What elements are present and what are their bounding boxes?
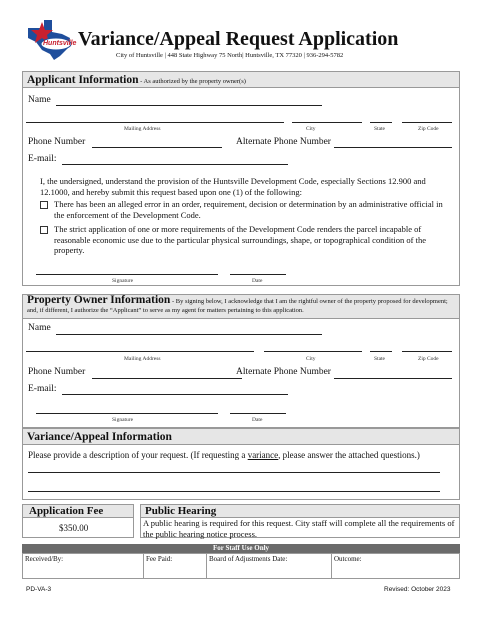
applicant-signature-field[interactable]: [36, 274, 218, 275]
applicant-city-caption: City: [306, 126, 316, 132]
staff-header: [22, 544, 460, 553]
staff-cell-received: [23, 554, 144, 578]
fee-header: [23, 505, 133, 518]
option-2-checkbox[interactable]: [40, 226, 48, 234]
staff-title: For Staff Use Only: [212, 544, 270, 552]
applicant-name-label: Name: [28, 95, 51, 105]
owner-date-field[interactable]: [230, 413, 286, 414]
applicant-zip-field[interactable]: [402, 122, 452, 123]
applicant-section-title: Applicant Information: [27, 74, 139, 86]
variance-description-line-2[interactable]: [28, 491, 440, 492]
hearing-text: A public hearing is required for this request. City staff will complete all the requirements of the public hearing notice process.: [143, 518, 455, 539]
city-logo: [22, 18, 77, 62]
owner-state-caption: State: [374, 356, 385, 362]
owner-section-note: - By signing below, I acknowledge that I am the rightful owner of the property proposed for development; and, if different, I authorize the “Applicant” to serve as my agent for matters pertaining to this application.: [27, 298, 448, 314]
owner-alt-phone-label: Alternate Phone Number: [236, 367, 331, 377]
owner-name-field[interactable]: [56, 334, 322, 335]
applicant-phone-field[interactable]: [92, 147, 222, 148]
staff-cell-board: [207, 554, 332, 578]
variance-prompt-start: Please provide a description of your request. (If requesting a: [28, 450, 248, 460]
page-title: Variance/Appeal Request Application: [78, 28, 399, 50]
option-1-checkbox[interactable]: [40, 201, 48, 209]
owner-phone-field[interactable]: [92, 378, 242, 379]
fee-box: [22, 504, 134, 538]
applicant-zip-caption: Zip Code: [418, 126, 439, 132]
owner-email-label: E-mail:: [28, 384, 57, 394]
applicant-statement: I, the undersigned, understand the provision of the Huntsville Development Code, especially Sections 12.900 and 12.1000, and hereby submit this request based upon one (1) of the following:: [40, 176, 426, 197]
applicant-address-caption: Mailing Address: [124, 126, 161, 132]
revised-date: Revised: October 2023: [384, 586, 451, 593]
staff-outcome-label: Outcome:: [334, 555, 362, 563]
applicant-address-field[interactable]: [26, 122, 284, 123]
owner-city-caption: City: [306, 356, 316, 362]
owner-date-caption: Date: [252, 417, 263, 423]
owner-city-field[interactable]: [264, 351, 362, 352]
applicant-state-caption: State: [374, 126, 385, 132]
variance-section: [22, 428, 460, 500]
hearing-box: [140, 504, 460, 538]
applicant-name-field[interactable]: [56, 105, 322, 106]
owner-signature-field[interactable]: [36, 413, 218, 414]
staff-cell-fee: [144, 554, 207, 578]
staff-fee-label: Fee Paid:: [146, 555, 173, 563]
page-subtitle: City of Huntsville | 448 State Highway 75 North| Huntsville, TX 77320 | 936-294-5782: [116, 52, 344, 59]
applicant-alt-phone-label: Alternate Phone Number: [236, 137, 331, 147]
variance-description-line-1[interactable]: [28, 472, 440, 473]
staff-cell-outcome: [332, 554, 459, 578]
owner-section-title: Property Owner Information: [27, 294, 171, 306]
fee-amount: $350.00: [59, 523, 89, 533]
staff-board-label: Board of Adjustments Date:: [209, 555, 288, 563]
fee-title: Application Fee: [29, 505, 104, 517]
option-2-text: The strict application of one or more requirements of the Development Code renders the parcel incapable of reasonable economic use due to the particular physical surroundings, shape, or topographical condition of the property.: [54, 224, 426, 255]
hearing-title: Public Hearing: [145, 505, 217, 517]
form-id: PD-VA-3: [26, 586, 52, 593]
owner-address-field[interactable]: [26, 351, 254, 352]
owner-section-header: [23, 295, 459, 319]
staff-received-label: Received/By:: [25, 555, 64, 563]
applicant-signature-caption: Signature: [112, 278, 134, 284]
applicant-email-label: E-mail:: [28, 154, 57, 164]
applicant-section-note: - As authorized by the property owner(s): [138, 78, 246, 85]
applicant-date-caption: Date: [252, 278, 263, 284]
applicant-state-field[interactable]: [370, 122, 392, 123]
variance-prompt: [28, 450, 420, 461]
owner-phone-label: Phone Number: [28, 367, 86, 377]
applicant-email-field[interactable]: [62, 164, 288, 165]
owner-state-field[interactable]: [370, 351, 392, 352]
variance-prompt-end: , please answer the attached questions.): [278, 450, 420, 460]
hearing-header: [141, 505, 459, 518]
variance-section-title: Variance/Appeal Information: [27, 431, 172, 443]
applicant-date-field[interactable]: [230, 274, 286, 275]
applicant-alt-phone-field[interactable]: [334, 147, 452, 148]
applicant-section-header: [23, 72, 459, 88]
logo-text: Huntsville: [43, 40, 77, 47]
owner-zip-field[interactable]: [402, 351, 452, 352]
owner-zip-caption: Zip Code: [418, 356, 439, 362]
option-1-text: There has been an alleged error in an order, requirement, decision or determination by an administrative official in the enforcement of the Development Code.: [54, 199, 443, 220]
owner-email-field[interactable]: [62, 394, 288, 395]
applicant-phone-label: Phone Number: [28, 137, 86, 147]
variance-link[interactable]: variance: [247, 450, 279, 460]
owner-address-caption: Mailing Address: [124, 356, 161, 362]
owner-alt-phone-field[interactable]: [334, 378, 452, 379]
owner-section: [22, 294, 460, 428]
owner-signature-caption: Signature: [112, 417, 134, 423]
owner-name-label: Name: [28, 323, 51, 333]
variance-section-header: [23, 429, 459, 445]
staff-table: [22, 553, 460, 579]
applicant-city-field[interactable]: [292, 122, 362, 123]
